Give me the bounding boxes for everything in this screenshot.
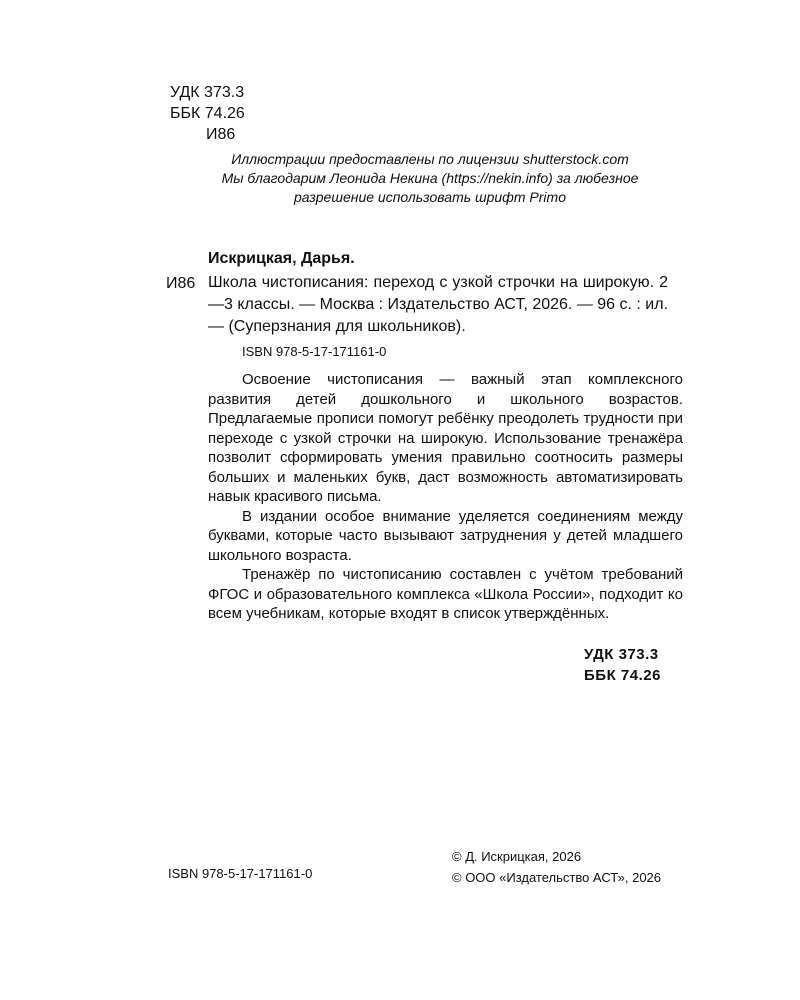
udk-code: УДК 373.3 <box>584 646 659 663</box>
record-author: Искрицкая, Дарья. <box>208 250 355 267</box>
record-isbn: ISBN 978-5-17-171161-0 <box>242 344 387 359</box>
copyright-publisher: © ООО «Издательство АСТ», 2026 <box>452 870 662 885</box>
credits-line: Иллюстрации предоставлены по лицензии shutterstock.com <box>231 151 629 167</box>
copyright-author: © Д. Искрицкая, 2026 <box>452 849 582 864</box>
abstract <box>208 370 683 624</box>
bbk-code: ББК 74.26 <box>170 105 245 122</box>
bottom-classification-block <box>584 644 661 686</box>
bbk-code: ББК 74.26 <box>584 667 661 684</box>
credits-line: разрешение использовать шрифт Primo <box>294 189 566 205</box>
abstract-paragraph: Освоение чистописания — важный этап комплексного развития детей дошкольного и школьного возрастов. Предлагаемые прописи помогут ребёнку преодолеть трудности при переходе с узкой строчки на широкую. Использование тренажёра позволит сформировать умения правильно соотносить размеры больших и маленьких букв, даст возможность автоматизировать навык красивого письма. <box>208 371 683 505</box>
credits-line: Мы благодарим Леонида Некина (https://nekin.info) за любезное <box>221 170 639 186</box>
record-description: Школа чистописания: переход с узкой строчки на широкую. 2—3 классы. — Москва : Издательство АСТ, 2026. — 96 с. : ил. — (Суперзнания для школьников). <box>208 274 669 335</box>
udk-code: УДК 373.3 <box>170 84 245 101</box>
credits-block <box>150 150 710 207</box>
abstract-paragraph: Тренажёр по чистописанию составлен с учётом требований ФГОС и образовательного комплекса «Школа России», подходит ко всем учебникам, которые входят в список утверждённых. <box>208 566 683 622</box>
abstract-paragraph: В издании особое внимание уделяется соединениям между буквами, которые часто вызывают затруднения у детей младшего школьного возраста. <box>208 507 683 564</box>
top-classification-block <box>170 82 245 145</box>
author-sign-code: И86 <box>206 126 236 143</box>
record-index-code: И86 <box>166 275 196 292</box>
footer-isbn: ISBN 978-5-17-171161-0 <box>168 866 313 881</box>
copyright-block <box>452 846 661 888</box>
